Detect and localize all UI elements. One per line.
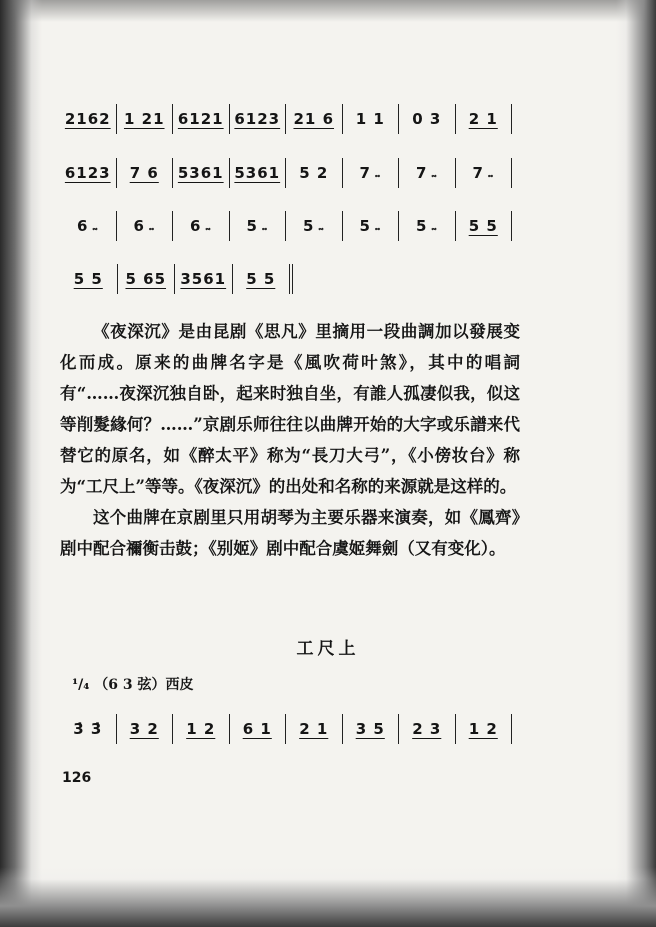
measure: 5 5 xyxy=(468,217,498,235)
measure: 5361 xyxy=(177,164,224,182)
score-row-section xyxy=(60,712,512,746)
measure: 5 2 xyxy=(299,164,329,182)
measure: 5361 xyxy=(234,164,281,182)
measure: 1 2 xyxy=(468,720,498,738)
score-row-2 xyxy=(60,156,512,190)
measure: 5 𝆗 xyxy=(302,217,325,235)
measure: 5 65 xyxy=(125,270,167,288)
measure: 2 3 xyxy=(412,720,442,738)
score-row-1 xyxy=(60,102,512,136)
barline xyxy=(511,211,512,241)
measure: 6 𝆗 xyxy=(189,217,212,235)
measure: 1 2 xyxy=(186,720,216,738)
measure: 2 1 xyxy=(468,110,498,128)
page-edge-shadow-right xyxy=(616,0,656,927)
measure: 3561 xyxy=(180,270,227,288)
measure: 6 1 xyxy=(242,720,272,738)
page-edge-shadow-top xyxy=(0,0,656,22)
measure: 7 𝆗 xyxy=(359,164,382,182)
measure: 5 5 xyxy=(73,270,103,288)
measure: 7 𝆗 xyxy=(472,164,495,182)
measure: 21 6 xyxy=(293,110,335,128)
score-row-3 xyxy=(60,209,512,243)
measure: 6123 xyxy=(64,164,111,182)
measure: 2162 xyxy=(64,110,111,128)
measure: 7 6 xyxy=(129,164,159,182)
measure: 6 𝆗 xyxy=(133,217,156,235)
final-barline xyxy=(289,264,290,294)
measure: 5 5 xyxy=(246,270,276,288)
measure: 6121 xyxy=(177,110,224,128)
barline xyxy=(511,714,512,744)
page-edge-shadow-left xyxy=(0,0,42,927)
barline xyxy=(511,158,512,188)
measure: 7 𝆗 xyxy=(415,164,438,182)
measure: 3 2 xyxy=(129,720,159,738)
body-text xyxy=(60,316,520,564)
paragraph: 这个曲牌在京剧里只用胡琴为主要乐器来演奏，如《鳳齊》剧中配合禰衡击鼓；《别姬》剧中配合虞姬舞劍（又有变化）。 xyxy=(60,508,520,558)
section-title: 工尺上 xyxy=(296,639,360,659)
paragraph: 《夜深沉》是由昆剧《思凡》里摘用一段曲調加以發展变化而成。原来的曲牌名字是《風吹荷叶煞》，其中的唱詞有“……夜深沉独自卧，起来时独自坐，有誰人孤凄似我，似这等削髮緣何？……”京剧乐师往往以曲牌开始的大字或乐譜来代替它的原名，如《醉太平》称为“長刀大弓”，《小傍妆台》称为“工尺上”等等。《夜深沉》的出处和名称的来源就是这样的。 xyxy=(60,322,520,496)
score-row-4 xyxy=(60,262,300,296)
measure: 6 𝆗 xyxy=(76,217,99,235)
tempo-and-tuning: ¹/₄ （6 3 弦）西皮 xyxy=(72,677,194,693)
measure: 6123 xyxy=(234,110,281,128)
measure: 5 𝆗 xyxy=(246,217,269,235)
page-edge-shadow-bottom xyxy=(0,867,656,927)
measure: 2 1 xyxy=(299,720,329,738)
measure: 1 21 xyxy=(123,110,165,128)
measure: 0 3 xyxy=(412,110,442,128)
measure: 5 𝆗 xyxy=(359,217,382,235)
measure: 3̇ 3̇ xyxy=(73,720,103,738)
page-number: 126 xyxy=(62,770,92,786)
measure: 1 1 xyxy=(355,110,385,128)
measure: 3 5 xyxy=(355,720,385,738)
barline xyxy=(511,104,512,134)
measure: 5 𝆗 xyxy=(415,217,438,235)
